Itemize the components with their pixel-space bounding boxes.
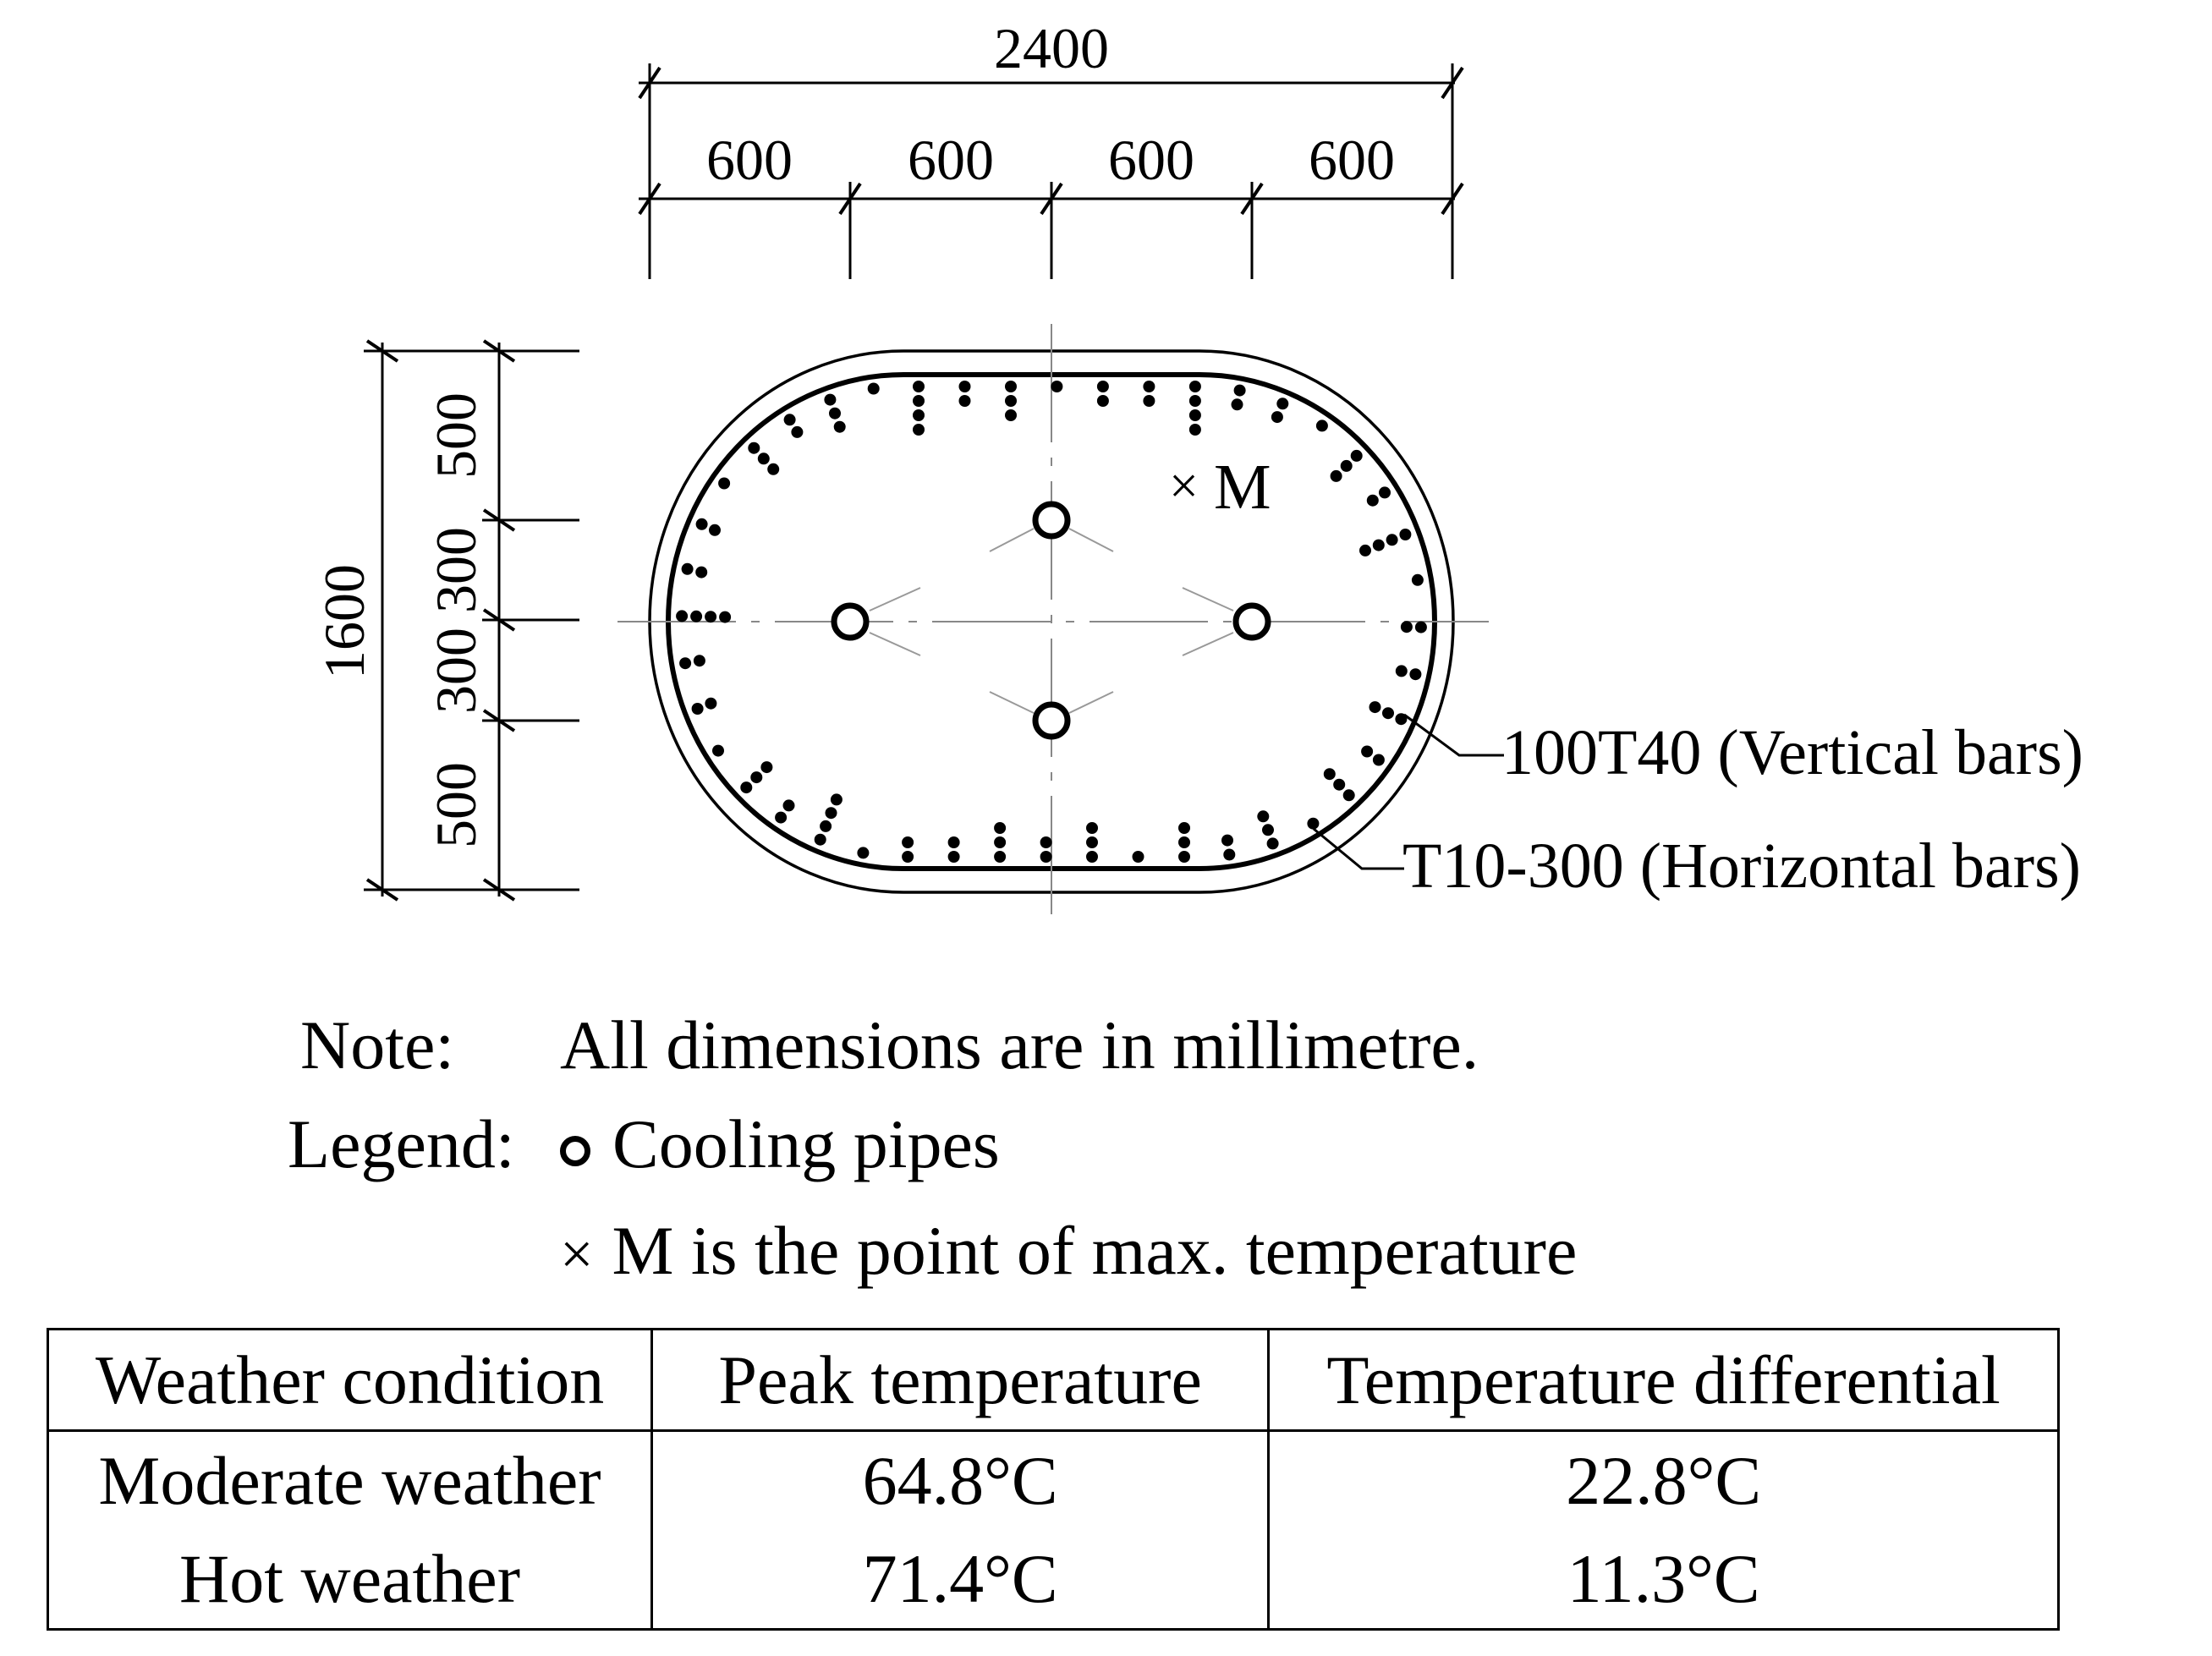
vertical-bar <box>1040 851 1052 863</box>
vertical-bar <box>948 836 960 848</box>
vertical-bar <box>791 426 803 438</box>
vertical-bar <box>1412 574 1424 586</box>
vertical-bar <box>1189 381 1201 392</box>
vertical-bar <box>959 395 971 407</box>
vertical-bar <box>994 822 1006 834</box>
vertical-bar <box>913 395 925 407</box>
vertical-bar <box>1178 822 1190 834</box>
vertical-bar <box>994 836 1006 848</box>
vertical-bar <box>679 657 691 669</box>
dim-segment-height-3: 300 <box>424 628 488 714</box>
vertical-bar <box>1367 495 1379 507</box>
note-label: Note: <box>300 1006 455 1083</box>
table-header: Temperature differential <box>1269 1330 2059 1431</box>
vertical-bar <box>705 698 716 710</box>
vertical-bar <box>1341 460 1353 472</box>
vertical-bar <box>748 442 760 454</box>
vertical-bar <box>1040 836 1052 848</box>
vertical-bar <box>1223 849 1235 861</box>
vertical-bar <box>682 563 694 575</box>
vertical-bar <box>1005 409 1017 421</box>
cooling-pipe <box>1236 606 1268 638</box>
cooling-pipe <box>1035 705 1068 737</box>
vertical-bar <box>1316 419 1328 431</box>
vertical-bar <box>784 414 796 425</box>
legend-item-text: M is the point of max. temperature <box>612 1212 1578 1289</box>
vertical-bar <box>1401 621 1413 633</box>
vertical-bar <box>913 424 925 436</box>
dim-overall-width: 2400 <box>994 16 1109 80</box>
note-text: All dimensions are in millimetre. <box>560 1006 1479 1083</box>
vertical-bar <box>820 820 832 832</box>
legend-label: Legend: <box>288 1105 515 1182</box>
vertical-bar <box>1409 668 1421 680</box>
vertical-bar <box>783 799 795 811</box>
vertical-bar <box>1189 409 1201 421</box>
vertical-bar <box>1361 746 1373 758</box>
table-header: Weather condition <box>48 1330 652 1431</box>
vertical-bar <box>824 394 836 406</box>
vertical-bar <box>913 409 925 421</box>
vertical-bar <box>1379 486 1391 498</box>
vertical-bar <box>1351 450 1363 462</box>
vertical-bar <box>696 518 708 530</box>
vertical-bar <box>829 408 841 419</box>
dim-segment-height-4: 500 <box>424 762 488 848</box>
vertical-bar <box>767 463 779 475</box>
vertical-bars-callout: 100T40 (Vertical bars) <box>1501 717 2083 788</box>
legend-item-text: Cooling pipes <box>612 1105 1000 1182</box>
vertical-bar <box>1331 470 1342 482</box>
centre-lines <box>617 324 1489 918</box>
vertical-bar <box>1373 540 1385 551</box>
dim-segment-width-1: 600 <box>706 128 793 192</box>
vertical-bar <box>948 851 960 863</box>
vertical-bar <box>1399 529 1411 540</box>
cross-icon: × <box>560 1222 594 1287</box>
legend-item-max-temp <box>560 1212 1578 1289</box>
vertical-bar <box>740 781 752 793</box>
vertical-bar <box>1232 398 1243 410</box>
vertical-bar <box>834 421 846 433</box>
table-cell: 11.3°C <box>1269 1530 2059 1630</box>
dim-segment-width-3: 600 <box>1108 128 1194 192</box>
dim-segment-width-2: 600 <box>908 128 994 192</box>
vertical-bar <box>826 807 837 819</box>
vertical-bar <box>1221 835 1233 847</box>
vertical-bar <box>1257 810 1269 822</box>
vertical-bar <box>1307 818 1319 830</box>
vertical-bar <box>1143 395 1155 407</box>
vertical-bar <box>709 524 721 536</box>
vertical-bar <box>959 381 971 392</box>
vertical-bar <box>1333 779 1345 791</box>
vertical-bar <box>692 703 704 715</box>
vertical-bar <box>1097 381 1109 392</box>
horizontal-bars-callout: T10-300 (Horizontal bars) <box>1402 831 2081 902</box>
vertical-bar <box>1234 385 1246 397</box>
vertical-bar <box>831 793 843 805</box>
table-header-row <box>48 1330 2059 1431</box>
vertical-bar <box>1178 836 1190 848</box>
vertical-bar <box>1086 851 1098 863</box>
vertical-bar <box>1271 411 1283 423</box>
vertical-bar <box>902 851 914 863</box>
vertical-bar <box>758 452 770 464</box>
vertical-bar <box>1133 851 1144 863</box>
vertical-bar <box>775 812 787 824</box>
vertical-bar <box>705 611 716 622</box>
dim-segment-height-1: 500 <box>424 392 488 479</box>
vertical-bar <box>1178 851 1190 863</box>
vertical-bar <box>1373 754 1385 766</box>
vertical-bar <box>676 610 688 622</box>
cooling-pipe <box>834 606 866 638</box>
vertical-bar <box>1189 424 1201 436</box>
vertical-bar <box>1386 534 1398 546</box>
max-temp-marker: × <box>1169 458 1199 515</box>
circle-icon <box>560 1136 590 1166</box>
vertical-bar <box>760 761 772 773</box>
vertical-bar <box>719 611 731 623</box>
vertical-bar <box>1262 824 1274 836</box>
vertical-bar <box>1189 395 1201 407</box>
vertical-bar <box>1369 701 1381 713</box>
vertical-bar <box>1267 837 1279 849</box>
table-cell: 64.8°C <box>652 1431 1269 1531</box>
dim-segment-width-4: 600 <box>1309 128 1395 192</box>
vertical-bar <box>712 745 724 757</box>
vertical-bar <box>1086 822 1098 834</box>
vertical-bar <box>695 567 707 579</box>
temperature-results-table <box>47 1328 2060 1631</box>
vertical-bar <box>750 771 762 783</box>
table-row <box>48 1530 2059 1630</box>
vertical-bar <box>1276 398 1288 409</box>
table-cell: Moderate weather <box>48 1431 652 1531</box>
max-temp-point-label: M <box>1214 452 1271 523</box>
vertical-bar <box>1382 707 1394 719</box>
vertical-bar <box>690 611 702 622</box>
table-row <box>48 1431 2059 1531</box>
table-cell: 71.4°C <box>652 1530 1269 1630</box>
table-cell: 22.8°C <box>1269 1431 2059 1531</box>
vertical-bar <box>1324 768 1336 780</box>
dim-overall-height: 1600 <box>312 564 376 679</box>
table-cell: Hot weather <box>48 1530 652 1630</box>
legend-item-cooling-pipes <box>560 1105 1000 1182</box>
vertical-bar <box>857 847 869 858</box>
vertical-bar <box>913 381 925 392</box>
vertical-bar <box>902 836 914 848</box>
vertical-bar <box>1415 622 1427 633</box>
vertical-bar <box>1005 381 1017 392</box>
vertical-bar <box>1143 381 1155 392</box>
vertical-bar <box>868 383 880 395</box>
table-header: Peak temperature <box>652 1330 1269 1431</box>
vertical-bar <box>1359 545 1371 557</box>
vertical-bars-leader <box>1404 715 1504 755</box>
vertical-bar <box>1097 395 1109 407</box>
dim-segment-height-2: 300 <box>424 527 488 613</box>
vertical-bar <box>1396 665 1408 677</box>
vertical-bar <box>694 655 705 666</box>
horizontal-bars-leader <box>1314 829 1404 869</box>
vertical-bar <box>815 834 826 846</box>
vertical-bar <box>1343 789 1355 801</box>
vertical-bar <box>1005 395 1017 407</box>
vertical-bar <box>1051 381 1062 392</box>
vertical-bar <box>718 478 730 490</box>
cooling-pipe <box>1035 504 1068 536</box>
vertical-bar <box>994 851 1006 863</box>
vertical-bar <box>1086 836 1098 848</box>
